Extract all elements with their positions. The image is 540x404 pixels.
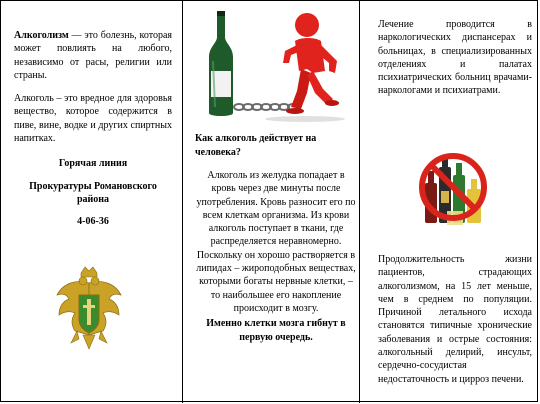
- question-heading: Как алкоголь действует на человека?: [195, 133, 317, 158]
- panel-left: [1, 1, 182, 403]
- brain-cells-conclusion: Именно клетки мозга гибнут в первую очередь.: [206, 318, 346, 343]
- hotline-title: Горячая линия: [58, 158, 128, 170]
- panel-middle: [182, 1, 360, 403]
- alcohol-definition: Алкоголь – это вредное для здоровья вещество, которое содержится в пиве, вине, водке и других спиртных напитках.: [14, 93, 172, 145]
- treatment-text: Лечение проводится в наркологических диспансерах и больницах, в специализированных отделениях и палатах психиатрических больниц врачами-наркологами и психиатрами.: [378, 19, 532, 97]
- intro-text: — это болезнь, которая может повлиять на любого, независимо от расы, религии или страны.: [14, 30, 172, 81]
- hotline-organization: Прокуратуры Романовского района: [29, 181, 157, 206]
- intro-term: Алкоголизм: [14, 30, 69, 41]
- alcohol-effect-text: Алкоголь из желудка попадает в кровь через две минуты после употребления. Кровь разносит его по всем клеткам организма. Из крови алкоголь поступает в ткани, где распределяется неравномерно. Поскольку он хорошо растворяется в липидах – жироподобных веществах, которыми богаты нервные клетки, – то наибольшее его накопление происходит в мозгу.: [196, 170, 356, 314]
- man-chained-to-bottle-illustration: [205, 7, 355, 125]
- lifespan-text: Продолжительность жизни пациентов, страдающих алкоголизмом, на 15 лет меньше, чем в среднем по популяции. Причиной летального исхода становятся типичные хронические заболевания и острые состояния: алкогольный делирий, инсульт, сердечно-сосудистая недостаточность и цирроз печени.: [378, 254, 532, 385]
- panel-right: [360, 1, 539, 403]
- intro-paragraph: [14, 29, 172, 82]
- prosecutor-emblem-icon: [53, 265, 125, 361]
- hotline-phone: 4-06-36: [77, 216, 109, 228]
- no-alcohol-icon: [417, 141, 489, 233]
